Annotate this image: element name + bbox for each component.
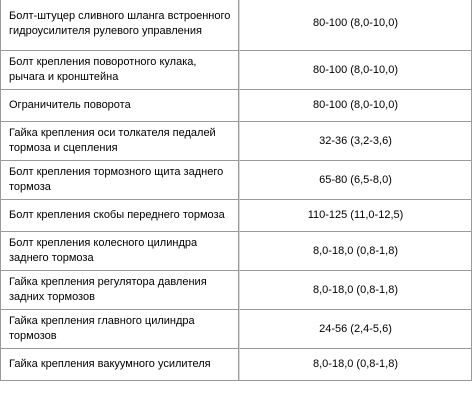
part-name-cell: Болт крепления колесного цилиндра заднего тормоза [1,231,239,270]
part-name-cell: Гайка крепления вакуумного усилителя [1,348,239,380]
table-row [1,231,471,270]
torque-value-cell: 24-56 (2,4-5,6) [239,309,471,348]
part-name-cell: Ограничитель поворота [1,89,239,121]
part-name-cell: Гайка крепления оси толкателя педалей тормоза и сцепления [1,121,239,160]
torque-value-cell: 8,0-18,0 (0,8-1,8) [239,348,471,380]
torque-value-cell: 80-100 (8,0-10,0) [239,89,471,121]
table-row [1,89,471,121]
table-row [1,160,471,199]
part-name-cell: Болт крепления тормозного щита заднего тормоза [1,160,239,199]
part-name-cell: Болт-штуцер сливного шланга встроенного гидроусилителя рулевого управления [1,0,239,50]
table-row [1,121,471,160]
torque-value-cell: 80-100 (8,0-10,0) [239,0,471,50]
torque-value-cell: 8,0-18,0 (0,8-1,8) [239,270,471,309]
table-row [1,199,471,231]
part-name-cell: Гайка крепления главного цилиндра тормозов [1,309,239,348]
table-row [1,0,471,50]
table-row [1,270,471,309]
torque-value-cell: 80-100 (8,0-10,0) [239,50,471,89]
part-name-cell: Болт крепления скобы переднего тормоза [1,199,239,231]
torque-value-cell: 65-80 (6,5-8,0) [239,160,471,199]
table-row [1,309,471,348]
table-row [1,50,471,89]
torque-table-body [1,0,471,380]
torque-value-cell: 110-125 (11,0-12,5) [239,199,471,231]
part-name-cell: Болт крепления поворотного кулака, рычага и кронштейна [1,50,239,89]
torque-value-cell: 8,0-18,0 (0,8-1,8) [239,231,471,270]
table-row [1,348,471,380]
torque-value-cell: 32-36 (3,2-3,6) [239,121,471,160]
part-name-cell: Гайка крепления регулятора давления задних тормозов [1,270,239,309]
